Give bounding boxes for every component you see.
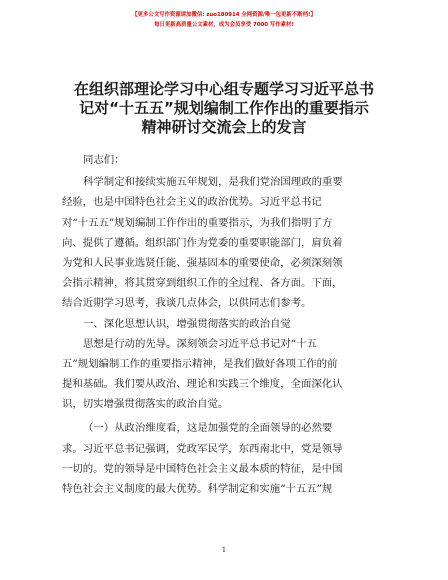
paragraph-line: 对“十五五”规划编制工作作出的重要指示，为我们指明了方 (62, 216, 333, 229)
paragraph-line: 结合近期学习思考，我谈几点体会，以供同志们参考。 (62, 297, 312, 310)
document-body (62, 150, 388, 499)
paragraph-line: 提和基础。我们要从政治、理论和实践三个维度，全面深化认 (62, 378, 343, 391)
banner-line-1: 【更多公文写作资源请加微信: zuo180914 全网资源/唯一包更新不断档!】 (132, 12, 316, 18)
paragraph-political-dimension (62, 418, 388, 499)
paragraph-intro (62, 172, 388, 313)
title-line-1: 在组织部理论学习中心组专题学习习近平总书 (73, 80, 374, 98)
paragraph-line: 向、提供了遵循。组织部门作为党委的重要职能部门，肩负着 (62, 236, 343, 249)
page-number: 1 (221, 546, 227, 554)
paragraph-line: （一）从政治维度看，这是加强党的全面领导的必然要 (83, 422, 333, 435)
paragraph-thought (62, 334, 388, 415)
paragraph-line: 会指示精神，将其贯穿到组织工作的全过程、各方面。下面， (62, 277, 343, 290)
greeting: 同志们： (83, 154, 125, 166)
title-line-3: 精神研讨交流会上的发言 (141, 118, 307, 136)
paragraph-line: 求。习近平总书记强调，党政军民学，东西南北中，党是领导 (62, 442, 343, 455)
header-promo-banner (0, 10, 448, 30)
paragraph-line: 科学制定和接续实施五年规划，是我们党治国理政的重要 (83, 176, 343, 189)
banner-line-2: 每日更新高质量公文素材，成为会员享受 7000 写作素材! (154, 22, 294, 28)
paragraph-line: 识，切实增强贯彻落实的政治自觉。 (62, 398, 229, 411)
paragraph-line: 一切的。党的领导是中国特色社会主义最本质的特征，是中国 (62, 462, 343, 475)
paragraph-line: 经验，也是中国特色社会主义的政治优势。习近平总书记 (62, 196, 322, 209)
document-title (40, 80, 408, 137)
title-line-2: 记对“十五五”规划编制工作作出的重要指示 (79, 99, 369, 117)
paragraph-line: 特色社会主义制度的最大优势。科学制定和实施“十五五”规 (62, 483, 333, 495)
section-heading-1: 一、深化思想认识，增强贯彻落实的政治自觉 (83, 317, 291, 330)
paragraph-line: 五”规划编制工作的重要指示精神，是我们做好各项工作的前 (62, 357, 338, 370)
paragraph-line: 思想是行动的先导。深刻领会习近平总书记对“十五 (83, 337, 317, 350)
paragraph-line: 为党和人民事业选贤任能、强基固本的重要使命，必须深刻领 (62, 256, 343, 269)
